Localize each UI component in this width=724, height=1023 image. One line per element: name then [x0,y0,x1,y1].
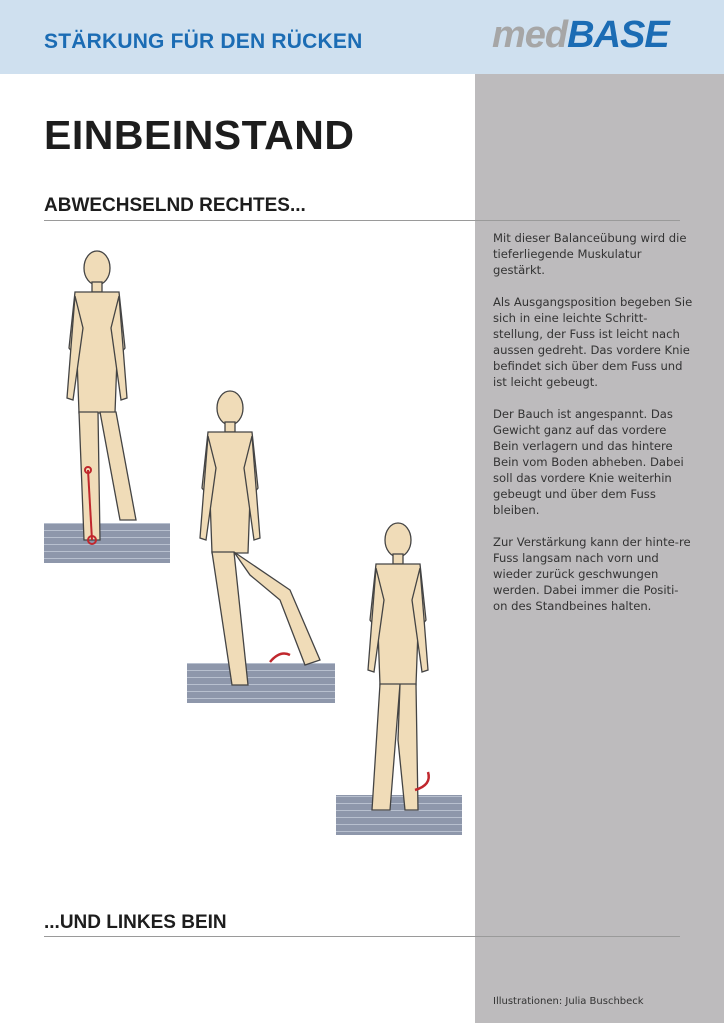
topic-title: STÄRKUNG FÜR DEN RÜCKEN [44,30,363,53]
platform [187,663,335,703]
figure-3 [336,523,462,835]
medbase-logo: medBASE [492,14,669,56]
paragraph: Mit dieser Balanceübung wird die tieferliegende Muskulatur gestärkt. [493,231,687,277]
divider [44,936,680,937]
figure-1 [44,251,170,563]
exercise-title: EINBEINSTAND [44,112,355,158]
subheading-left-leg: ...UND LINKES BEIN [44,912,227,933]
arrow-icon [270,654,290,662]
paragraph: Der Bauch ist angespannt. Das Gewicht ganz auf das vordere Bein verlagern und das hintere Bein vom Boden abheben. Dabei soll das vordere Knie weiterhin gebeugt und über dem Fuss bleiben. [493,407,684,517]
platform [44,523,170,563]
paragraph: Als Ausgangsposition begeben Sie sich in eine leichte Schritt-stellung, der Fuss ist leicht nach aussen gedreht. Das vordere Knie befindet sich über dem Fuss und ist leicht gebeugt. [493,295,693,389]
paragraph: Zur Verstärkung kann der hinte-re Fuss langsam nach vorn und wieder zurück geschwungen werden. Dabei immer die Positi-on des Standbeines halten. [493,535,691,613]
exercise-description [493,230,693,630]
figure-2 [187,391,335,703]
subheading-right-leg: ABWECHSELND RECHTES... [44,195,306,216]
illustration-credit: Illustrationen: Julia Buschbeck [493,996,644,1007]
platform [336,795,462,835]
